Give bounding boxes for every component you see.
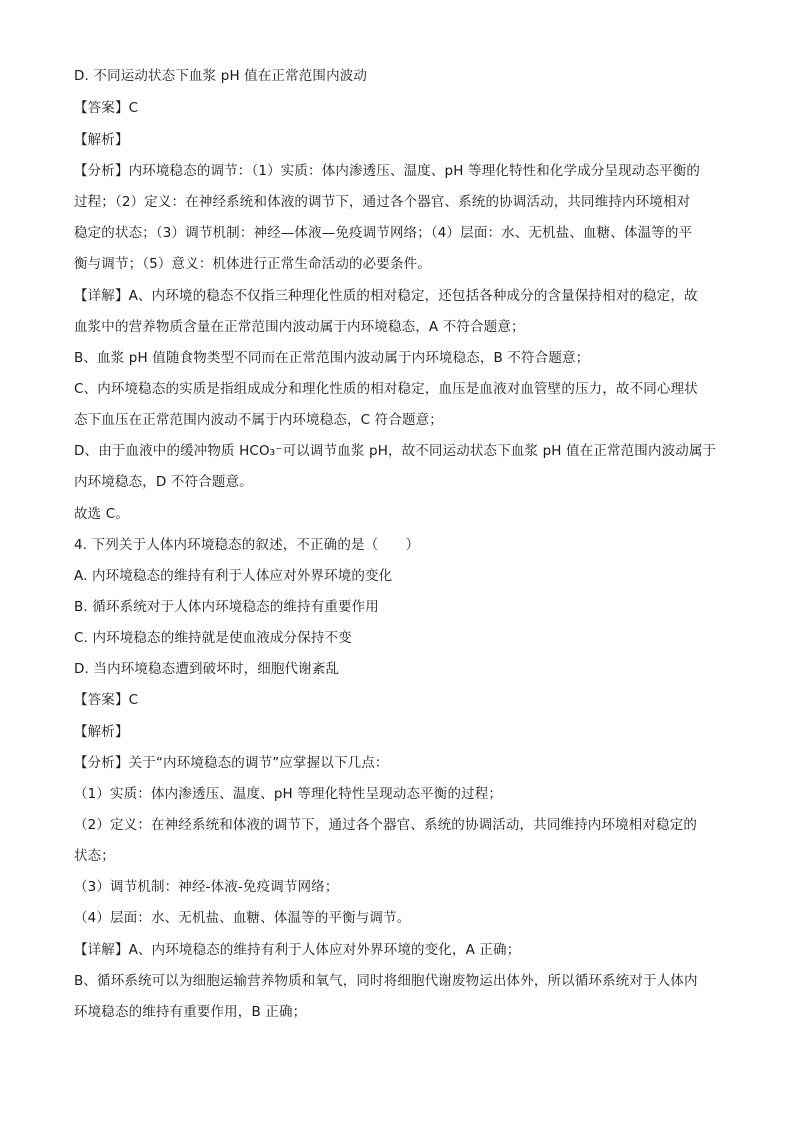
analysis-text-line: 【分析】关于“内环境稳态的调节”应掌握以下几点： (74, 755, 389, 771)
analysis-text-line: 【分析】内环境稳态的调节：（1）实质：体内渗透压、温度、pH 等理化特性和化学成分呈现动态平衡的 (74, 163, 701, 179)
analysis-heading: 【解析】 (74, 132, 129, 148)
choice-conclusion: 故选 C。 (74, 506, 129, 522)
option-a: A. 内环境稳态的维持有利于人体应对外界环境的变化 (74, 568, 393, 584)
analysis-text-line: （1）实质：体内渗透压、温度、pH 等理化特性呈现动态平衡的过程； (74, 786, 503, 802)
answer-label: 【答案】C (74, 692, 139, 708)
analysis-text-line: 过程；（2）定义：在神经系统和体液的调节下，通过各个器官、系统的协调活动，共同维持内环境相对 (74, 194, 691, 210)
option-c: C. 内环境稳态的维持就是使血液成分保持不变 (74, 630, 352, 646)
detail-text-line: 态下血压在正常范围内波动不属于内环境稳态，C 符合题意； (74, 412, 443, 428)
detail-text-line: B、循环系统可以为细胞运输营养物质和氧气，同时将细胞代谢废物运出体外，所以循环系统对于人体内 (74, 973, 698, 989)
detail-text-line: D、由于血液中的缓冲物质 HCO₃⁻可以调节血浆 pH，故不同运动状态下血浆 pH 值在正常范围内波动属于 (74, 443, 717, 459)
analysis-text-line: （2）定义：在神经系统和体液的调节下，通过各个器官、系统的协调活动，共同维持内环境相对稳定的 (74, 817, 697, 833)
analysis-text-line: 衡与调节；（5）意义：机体进行正常生命活动的必要条件。 (74, 256, 431, 272)
option-d: D. 当内环境稳态遭到破坏时，细胞代谢紊乱 (74, 661, 340, 677)
analysis-text-line: （4）层面：水、无机盐、血糖、体温等的平衡与调节。 (74, 910, 411, 926)
analysis-text-line: （3）调节机制：神经-体液-免疫调节网络； (74, 879, 339, 895)
detail-text-line: 环境稳态的维持有重要作用，B 正确； (74, 1004, 307, 1020)
detail-text-line: 【详解】A、内环境的稳态不仅指三种理化性质的相对稳定，还包括各种成分的含量保持相对的稳定，故 (74, 288, 698, 304)
detail-text-line: 内环境稳态，D 不符合题意。 (74, 474, 253, 490)
detail-text-line: 【详解】A、内环境稳态的维持有利于人体应对外界环境的变化，A 正确； (74, 942, 521, 958)
question-4-stem: 4. 下列关于人体内环境稳态的叙述，不正确的是（ ） (74, 537, 420, 553)
analysis-heading: 【解析】 (74, 724, 129, 740)
detail-text-line: C、内环境稳态的实质是指组成成分和理化性质的相对稳定，血压是血液对血管壁的压力，故不同心理状 (74, 381, 698, 397)
analysis-text-line: 稳定的状态；（3）调节机制：神经—体液—免疫调节网络；（4）层面：水、无机盐、血糖、体温等的平 (74, 225, 693, 241)
detail-text-line: 血浆中的营养物质含量在正常范围内波动属于内环境稳态，A 不符合题意； (74, 319, 525, 335)
analysis-text-line: 状态； (74, 848, 115, 864)
detail-text-line: B、血浆 pH 值随食物类型不同而在正常范围内波动属于内环境稳态，B 不符合题意； (74, 350, 590, 366)
answer-label: 【答案】C (74, 100, 139, 116)
option-b: B. 循环系统对于人体内环境稳态的维持有重要作用 (74, 599, 379, 615)
option-d-prev-question: D. 不同运动状态下血浆 pH 值在正常范围内波动 (74, 68, 368, 84)
